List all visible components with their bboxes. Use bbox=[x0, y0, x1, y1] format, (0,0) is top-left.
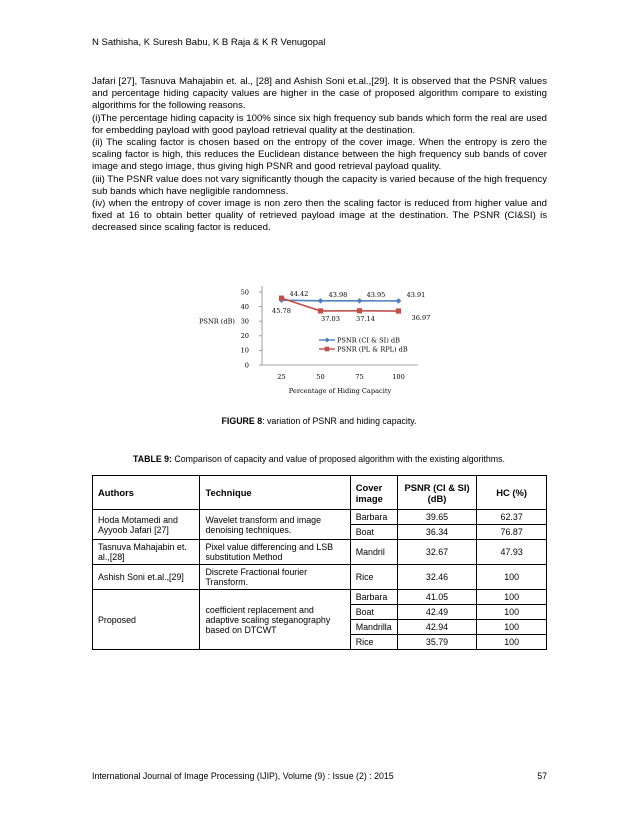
x-axis-title: Percentage of Hiding Capacity bbox=[288, 387, 392, 395]
page-number: 57 bbox=[537, 771, 547, 781]
cell-cover: Mandril bbox=[350, 540, 397, 565]
data-point bbox=[318, 308, 323, 313]
cell-technique: Wavelet transform and image denoising techniques. bbox=[200, 510, 350, 540]
table-row bbox=[93, 590, 547, 605]
running-header: N Sathisha, K Suresh Babu, K B Raja & K R Venugopal bbox=[92, 37, 326, 48]
data-label: 43.95 bbox=[366, 290, 386, 299]
data-label: 45.78 bbox=[272, 307, 291, 316]
y-tick-label: 40 bbox=[240, 302, 249, 311]
cell-hc: 62.37 bbox=[477, 510, 547, 525]
x-tick-label: 75 bbox=[355, 373, 364, 381]
page-footer bbox=[92, 771, 547, 781]
y-tick-label: 50 bbox=[240, 288, 249, 297]
cell-hc: 100 bbox=[477, 605, 547, 620]
header-cover-image: Cover image bbox=[350, 476, 397, 510]
data-point bbox=[318, 298, 324, 304]
table-row bbox=[93, 510, 547, 525]
header-hc: HC (%) bbox=[477, 476, 547, 510]
table-row bbox=[93, 565, 547, 590]
cell-hc: 47.93 bbox=[477, 540, 547, 565]
cell-cover: Rice bbox=[350, 565, 397, 590]
cell-psnr: 39.65 bbox=[397, 510, 477, 525]
data-point bbox=[396, 308, 401, 313]
header-technique: Technique bbox=[200, 476, 350, 510]
cell-hc: 100 bbox=[477, 590, 547, 605]
cell-psnr: 42.94 bbox=[397, 620, 477, 635]
paragraph: (iv) when the entropy of cover image is non zero then the scaling factor is reduced from higher value and fixed at 16 to obtain better quality of retrieved payload image at the destination. The PSNR (CI&SI) is decreased since scaling factor is reduced. bbox=[92, 198, 547, 234]
data-point bbox=[357, 308, 362, 313]
y-tick-label: 0 bbox=[244, 361, 249, 370]
x-tick-label: 100 bbox=[392, 373, 405, 381]
x-tick-label: 50 bbox=[316, 373, 325, 381]
table-caption bbox=[0, 454, 638, 464]
x-tick-label: 25 bbox=[277, 373, 286, 381]
cell-hc: 76.87 bbox=[477, 525, 547, 540]
data-point bbox=[396, 298, 402, 304]
cell-cover: Barbara bbox=[350, 510, 397, 525]
body-text bbox=[92, 76, 547, 235]
figure-label: FIGURE 8 bbox=[221, 416, 263, 426]
cell-psnr: 42.49 bbox=[397, 605, 477, 620]
journal-citation: International Journal of Image Processing (IJIP), Volume (9) : Issue (2) : 2015 bbox=[92, 771, 394, 781]
cell-cover: Boat bbox=[350, 525, 397, 540]
legend-marker bbox=[325, 338, 330, 343]
legend-marker bbox=[325, 347, 330, 352]
table-label: TABLE 9: bbox=[133, 454, 172, 464]
paragraph: (ii) The scaling factor is chosen based on the entropy of the cover image. When the entropy is zero the scaling factor is high, this reduces the Euclidean distance between the high frequency sub bands of cover image and stego image, thus giving high PSNR and good retrieval payload quality. bbox=[92, 137, 547, 173]
cell-hc: 100 bbox=[477, 620, 547, 635]
y-axis-title: PSNR (dB) bbox=[199, 317, 235, 326]
cell-psnr: 35.79 bbox=[397, 635, 477, 650]
series-line bbox=[282, 300, 399, 301]
cell-authors: Ashish Soni et.al.,[29] bbox=[93, 565, 200, 590]
cell-authors: Hoda Motamedi and Ayyoob Jafari [27] bbox=[93, 510, 200, 540]
data-label: 43.91 bbox=[406, 290, 426, 299]
cell-technique: Pixel value differencing and LSB substitution Method bbox=[200, 540, 350, 565]
table-row bbox=[93, 540, 547, 565]
cell-technique: Discrete Fractional fourier Transform. bbox=[200, 565, 350, 590]
data-label: 44.42 bbox=[289, 290, 309, 299]
cell-cover: Mandrilla bbox=[350, 620, 397, 635]
cell-technique: coefficient replacement and adaptive scaling steganography based on DTCWT bbox=[200, 590, 350, 650]
y-tick-label: 20 bbox=[240, 332, 249, 341]
paragraph: (i)The percentage hiding capacity is 100% since six high frequency sub bands which form the real are used for embedding payload with good payload retrieval quality at the destination. bbox=[92, 112, 547, 136]
cell-cover: Rice bbox=[350, 635, 397, 650]
cell-cover: Boat bbox=[350, 605, 397, 620]
figure-caption-text: : variation of PSNR and hiding capacity. bbox=[262, 416, 417, 426]
cell-hc: 100 bbox=[477, 635, 547, 650]
y-tick-label: 30 bbox=[240, 317, 249, 326]
data-label: 36.97 bbox=[411, 314, 431, 323]
cell-psnr: 36.34 bbox=[397, 525, 477, 540]
cell-psnr: 32.46 bbox=[397, 565, 477, 590]
cell-authors: Proposed bbox=[93, 590, 200, 650]
cell-authors: Tasnuva Mahajabin et. al.,[28] bbox=[93, 540, 200, 565]
cell-hc: 100 bbox=[477, 565, 547, 590]
psnr-line-chart bbox=[195, 272, 431, 408]
comparison-table bbox=[92, 475, 547, 650]
header-psnr: PSNR (CI & SI) (dB) bbox=[397, 476, 477, 510]
paragraph: Jafari [27], Tasnuva Mahajabin et. al., [28] and Ashish Soni et.al.,[29]. It is observed that the PSNR values and percentage hiding capacity values are higher in the case of proposed algorithm compare to existing algorithms for the following reasons. bbox=[92, 76, 547, 112]
header-authors: Authors bbox=[93, 476, 200, 510]
data-label: 37.03 bbox=[321, 314, 340, 323]
data-label: 37.14 bbox=[356, 314, 375, 323]
cell-cover: Barbara bbox=[350, 590, 397, 605]
legend-label: PSNR (CI & SI) dB bbox=[337, 336, 400, 345]
paragraph: (iii) The PSNR value does not vary significantly though the capacity is varied because of the high frequency sub bands which have negligible randomness. bbox=[92, 173, 547, 197]
legend-label: PSNR (PL & RPL) dB bbox=[337, 345, 408, 354]
data-label: 43.98 bbox=[328, 290, 348, 299]
figure-caption bbox=[0, 416, 638, 426]
y-tick-label: 10 bbox=[240, 346, 249, 355]
cell-psnr: 32.67 bbox=[397, 540, 477, 565]
data-point bbox=[357, 298, 363, 304]
data-point bbox=[279, 296, 284, 301]
table-caption-text: Comparison of capacity and value of proposed algorithm with the existing algorithms. bbox=[171, 454, 505, 464]
table-header-row bbox=[93, 476, 547, 510]
cell-psnr: 41.05 bbox=[397, 590, 477, 605]
